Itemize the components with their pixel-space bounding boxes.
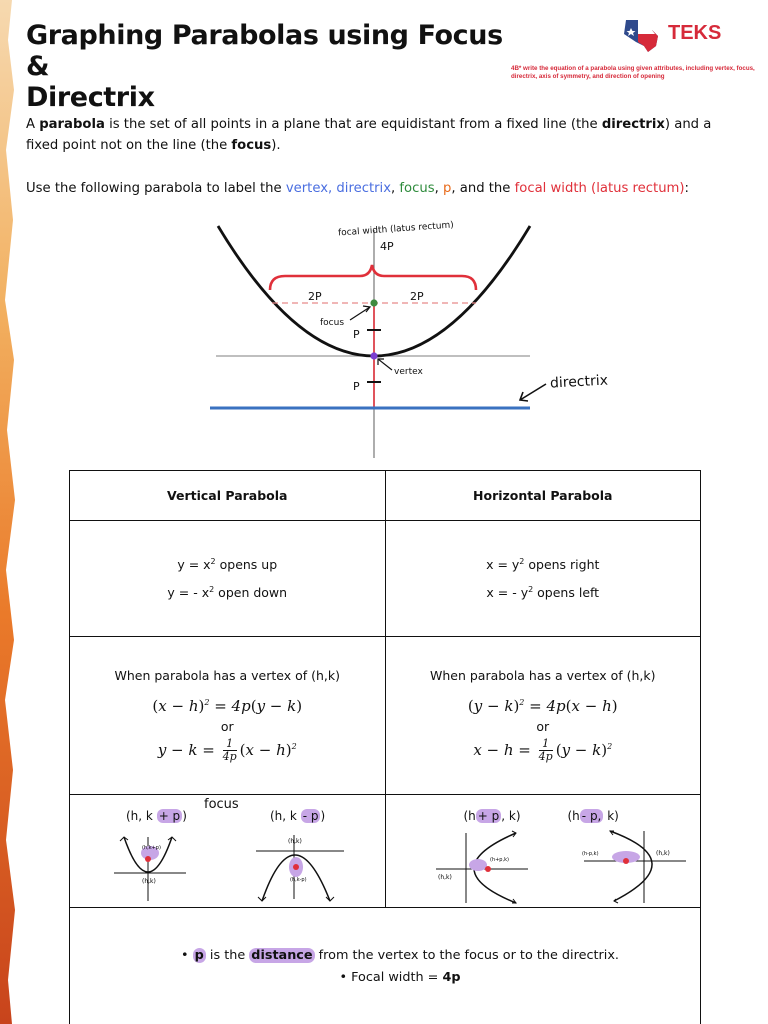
intro-mid1: is the set of all points in a plane that are equidistant from a fixed line (the	[104, 117, 602, 132]
note-is-the: is the	[205, 947, 250, 963]
table-row-basic	[70, 521, 701, 637]
instr-comma2: ,	[434, 181, 443, 196]
intro-mid2: ) and a fixed point not on the line (the	[26, 117, 712, 153]
pt-v1-b: + p	[158, 809, 181, 823]
note-focal-width	[100, 967, 700, 989]
four-p-label: 4P	[380, 240, 394, 253]
focus-point-down	[270, 809, 325, 823]
eq-left-text: x = - y	[486, 584, 529, 600]
teks-standard: 4B* write the equation of a parabola using given attributes, including vertex, focus, directrix, axis of symmetry, and direction of opening	[511, 65, 755, 80]
pt-v2-a: (h, k	[270, 809, 301, 823]
cell-horizontal-basic	[385, 521, 701, 637]
vertex-arrow	[378, 359, 392, 370]
vertex-label: vertex	[394, 367, 423, 377]
directrix-label: directrix	[549, 372, 609, 392]
instr-lead: Use the following parabola to label the	[26, 181, 286, 196]
pt-h2-a: (h	[567, 809, 580, 823]
horizontal-equation-2: x − h = $\frac{1}{4p}$ $(y - k)^2$	[473, 737, 613, 763]
teks-label: TEKS	[668, 22, 722, 44]
note-bullet-2: •	[339, 969, 348, 985]
sketch-opens-right	[432, 827, 532, 905]
cell-vertical-basic	[70, 521, 386, 637]
two-p-left-label: 2P	[308, 290, 322, 303]
eq-up-tail: opens up	[215, 557, 278, 573]
title-line-2: Directrix	[26, 82, 155, 113]
table-header-row	[70, 471, 701, 521]
note-4p: 4p	[442, 969, 461, 985]
note-p: p	[194, 947, 204, 963]
table-row-vertex-form	[70, 637, 701, 795]
intro-parabola: parabola	[39, 117, 105, 132]
pt-h1-b: + p	[477, 809, 500, 823]
focus-point-left	[568, 809, 619, 823]
instr-vertex: vertex,	[285, 181, 337, 196]
p-lower-label: P	[353, 380, 360, 393]
svg-text:(h+p,k): (h+p,k)	[489, 857, 509, 863]
pt-h2-c: k)	[603, 809, 619, 823]
eq-left-exp: 2	[528, 584, 534, 594]
vertical-equation-1: $(x - h)^2 = 4p(y - k)$	[152, 697, 303, 715]
note-distance: distance	[251, 947, 313, 963]
focus-point-right	[464, 809, 521, 823]
note-p-distance	[100, 945, 700, 967]
svg-text:(h-p,k): (h-p,k)	[581, 851, 599, 857]
vertex-text-vertical: When parabola has a vertex of (h,k)	[114, 668, 341, 683]
eq-down-tail: open down	[214, 584, 288, 600]
note-focal: Focal width =	[351, 969, 443, 985]
eq-up-text: y = x	[177, 557, 211, 573]
svg-text:(h,k+p): (h,k+p)	[142, 845, 161, 851]
or-horizontal: or	[536, 719, 550, 734]
pt-h1-c: , k)	[501, 809, 521, 823]
instr-focus: focus	[399, 181, 435, 196]
table-row-focus-points	[70, 795, 701, 908]
eq-right-tail: opens right	[524, 557, 600, 573]
intro-focus: focus	[231, 138, 272, 153]
eq-up-exp: 2	[210, 557, 216, 567]
focus-arrow	[350, 307, 370, 320]
pt-h2-b: - p,	[581, 809, 602, 823]
horizontal-equation-1: $(y - k)^2 = 4p(x - h)$	[467, 697, 618, 715]
svg-text:(h,k): (h,k)	[437, 874, 452, 881]
intro-a: A	[26, 117, 40, 132]
cell-vertical-form	[70, 637, 386, 795]
instr-end: :	[684, 181, 689, 196]
instr-focal: focal width (latus rectum)	[514, 181, 685, 196]
sketch-opens-down	[250, 827, 350, 905]
svg-text:(h,k): (h,k)	[142, 878, 156, 885]
eq-left-tail: opens left	[533, 584, 600, 600]
instr-and: , and the	[451, 181, 515, 196]
instr-comma1: ,	[391, 181, 400, 196]
parabola-diagram	[210, 210, 630, 460]
header-horizontal: Horizontal Parabola	[385, 471, 701, 521]
vertical-equation-2: y − k = $\frac{1}{4p}$ $(x - h)^2$	[157, 737, 297, 763]
title-line-1: Graphing Parabolas using Focus &	[26, 20, 503, 82]
cell-notes	[70, 908, 701, 1024]
or-vertical: or	[220, 719, 234, 734]
latus-bracket	[270, 265, 476, 290]
pt-v2-c: )	[320, 809, 326, 823]
table-row-notes	[70, 908, 701, 1024]
page-title	[26, 20, 526, 113]
cell-vertical-focus	[70, 795, 386, 908]
svg-text:(h,k): (h,k)	[655, 850, 670, 857]
note-bullet-1: •	[181, 947, 189, 963]
svg-text:(h,k): (h,k)	[288, 838, 302, 845]
eq-down-text: y = - x	[167, 584, 210, 600]
decorative-edge	[0, 0, 20, 1024]
focus-dot	[370, 299, 377, 306]
intro-end: ).	[271, 138, 281, 153]
instruction-paragraph	[26, 178, 746, 199]
eq-opens-up	[70, 557, 385, 572]
eq-right-text: x = y	[486, 557, 520, 573]
focus-handwritten-label: focus	[204, 797, 239, 812]
eq-right-exp: 2	[519, 557, 525, 567]
eq-opens-left	[386, 585, 701, 600]
pt-h1-a: (h	[463, 809, 476, 823]
two-p-right-label: 2P	[410, 290, 424, 303]
eq-opens-down	[70, 585, 385, 600]
sketch-opens-left	[580, 827, 690, 905]
cell-horizontal-focus	[385, 795, 701, 908]
header-vertical: Vertical Parabola	[70, 471, 386, 521]
pt-v1-c: )	[182, 809, 187, 823]
directrix-arrow	[520, 384, 546, 400]
intro-paragraph	[26, 114, 746, 156]
focal-width-label: focal width (latus rectum)	[337, 220, 455, 239]
intro-directrix: directrix	[601, 117, 665, 132]
vertex-text-horizontal: When parabola has a vertex of (h,k)	[429, 668, 656, 683]
instr-directrix: directrix	[336, 181, 392, 196]
eq-down-exp: 2	[209, 584, 215, 594]
focus-label: focus	[320, 318, 345, 328]
parabola-reference-table	[69, 470, 701, 1024]
vertex-dot	[370, 352, 377, 359]
sketch-opens-up	[110, 827, 190, 905]
svg-text:(h,k-p): (h,k-p)	[290, 877, 307, 883]
instr-p: p	[443, 181, 452, 196]
pt-v2-b: - p	[302, 809, 319, 823]
p-upper-label: P	[353, 328, 360, 341]
note-rest: from the vertex to the focus or to the directrix.	[314, 947, 619, 963]
eq-opens-right	[386, 557, 701, 572]
pt-v1-a: (h, k	[126, 809, 157, 823]
cell-horizontal-form	[385, 637, 701, 795]
focus-point-up	[126, 809, 187, 823]
